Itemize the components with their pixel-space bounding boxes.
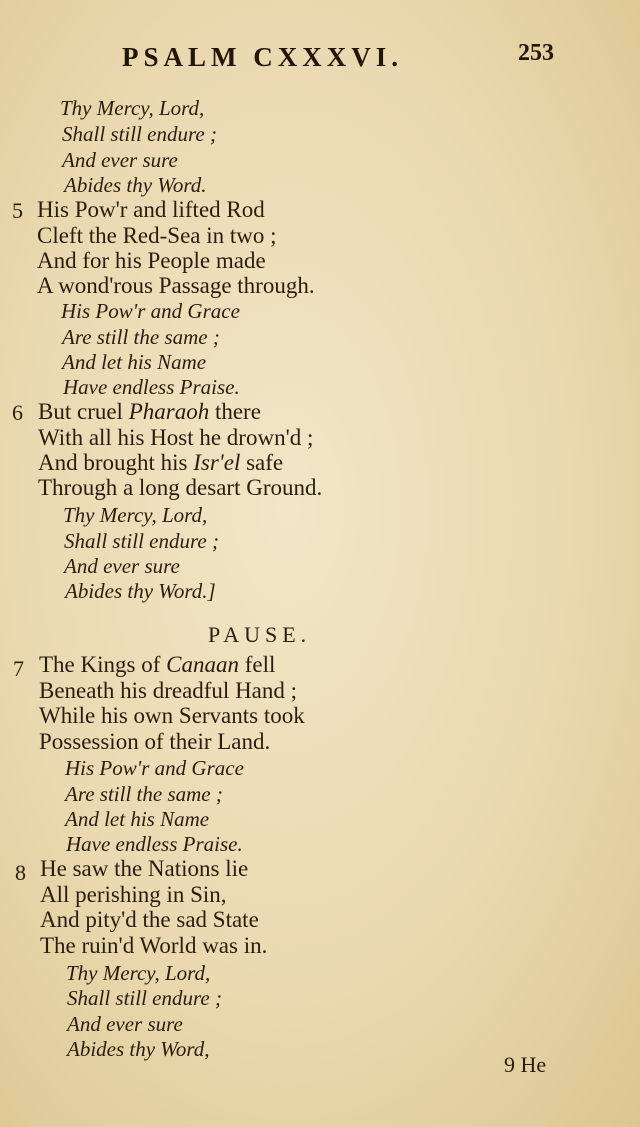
verse-line: Possession of their Land. [39, 729, 271, 754]
page-number: 253 [518, 40, 554, 66]
refrain-line: Thy Mercy, Lord, [60, 96, 205, 120]
verse-line: Through a long desart Ground. [38, 475, 323, 500]
refrain-line: Shall still endure ; [64, 529, 219, 553]
refrain-line: Abides thy Word. [64, 173, 207, 197]
verse-line: While his own Servants took [39, 703, 305, 728]
refrain-line: And let his Name [62, 350, 207, 374]
verse-line: Beneath his dreadful Hand ; [39, 678, 298, 703]
verse-line: With all his Host he drown'd ; [38, 425, 314, 450]
refrain-line: Have endless Praise. [66, 832, 243, 856]
refrain-line: And let his Name [65, 807, 210, 831]
pause-heading: PAUSE. [208, 622, 312, 647]
refrain-line: And ever sure [64, 554, 180, 578]
verse-line: All perishing in Sin, [40, 882, 227, 907]
refrain-line: Shall still endure ; [67, 986, 222, 1010]
refrain-line: Are still the same ; [62, 325, 220, 349]
refrain-line: Abides thy Word, [67, 1037, 210, 1061]
verse-line: And pity'd the sad State [40, 907, 259, 932]
verse-line: But cruel Pharaoh there [38, 399, 261, 424]
verse-line: The ruin'd World was in. [40, 933, 268, 958]
refrain-line: His Pow'r and Grace [61, 299, 240, 323]
verse-line: His Pow'r and lifted Rod [37, 197, 265, 222]
refrain-line: Abides thy Word.] [65, 579, 216, 603]
refrain-line: His Pow'r and Grace [65, 756, 244, 780]
refrain-line: Thy Mercy, Lord, [66, 961, 211, 985]
refrain-line: Shall still endure ; [62, 122, 217, 146]
refrain-line: Are still the same ; [65, 782, 223, 806]
refrain-line: And ever sure [67, 1012, 183, 1036]
verse-line: Cleft the Red-Sea in two ; [37, 223, 277, 248]
catchword: 9 He [504, 1052, 547, 1077]
verse-number: 6 [12, 400, 23, 425]
refrain-line: Have endless Praise. [63, 375, 240, 399]
verse-number: 7 [13, 656, 24, 681]
page-header [0, 38, 640, 78]
verse-line: The Kings of Canaan fell [39, 652, 276, 677]
refrain-line: And ever sure [62, 148, 178, 172]
verse-line: And brought his Isr'el safe [38, 450, 284, 475]
verse-line: He saw the Nations lie [40, 856, 249, 881]
refrain-line: Thy Mercy, Lord, [63, 503, 208, 527]
verse-number: 5 [12, 198, 23, 223]
verse-line: And for his People made [37, 248, 266, 273]
verse-line: A wond'rous Passage through. [37, 273, 315, 298]
verse-number: 8 [15, 860, 26, 885]
page-title: PSALM CXXXVI. [122, 42, 403, 72]
